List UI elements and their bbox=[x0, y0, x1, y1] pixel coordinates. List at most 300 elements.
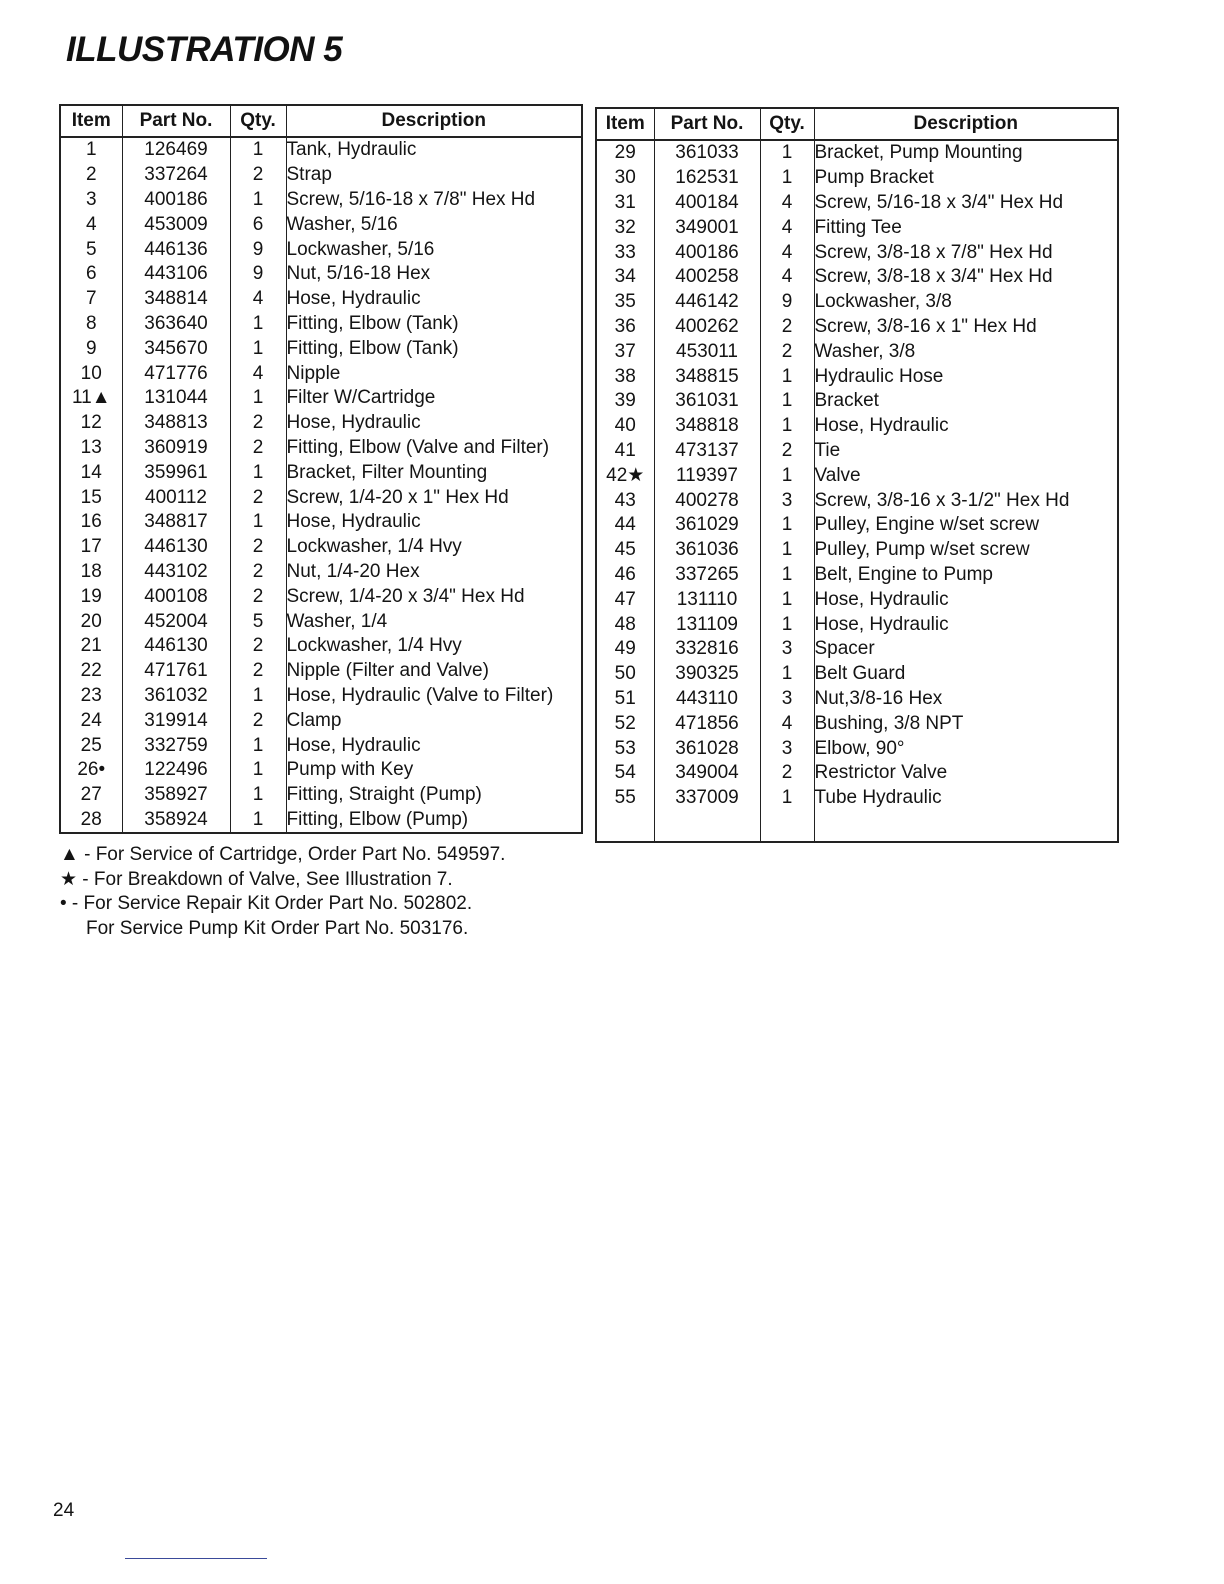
part-number-cell: 453009 bbox=[122, 212, 230, 237]
part-number-cell: 345670 bbox=[122, 336, 230, 361]
item-cell: 41 bbox=[614, 439, 636, 461]
table-row bbox=[596, 488, 1118, 513]
description-cell: Tie bbox=[814, 439, 1118, 464]
qty-cell: 1 bbox=[230, 783, 286, 808]
description-cell: Bracket, Pump Mounting bbox=[814, 140, 1118, 166]
table-header-row bbox=[60, 105, 582, 137]
description-cell: Hose, Hydraulic bbox=[286, 287, 582, 312]
table-row bbox=[596, 637, 1118, 662]
item-cell: 4 bbox=[85, 213, 97, 235]
item-cell: 25 bbox=[80, 734, 102, 756]
legend-note-repair-kit: • - For Service Repair Kit Order Part No. 502802. bbox=[60, 893, 473, 914]
table-row bbox=[596, 736, 1118, 761]
description-cell: Screw, 1/4-20 x 1" Hex Hd bbox=[286, 485, 582, 510]
item-cell: 30 bbox=[614, 167, 636, 189]
table-row bbox=[596, 414, 1118, 439]
part-number-cell: 361028 bbox=[654, 736, 760, 761]
legend-note-cartridge: ▲ - For Service of Cartridge, Order Part No. 549597. bbox=[60, 844, 506, 865]
part-number-cell: 390325 bbox=[654, 662, 760, 687]
item-cell: 14 bbox=[80, 461, 102, 483]
part-number-cell: 400184 bbox=[654, 191, 760, 216]
part-number-cell: 337264 bbox=[122, 163, 230, 188]
description-cell: Tube Hydraulic bbox=[814, 786, 1118, 811]
description-cell: Nut, 1/4-20 Hex bbox=[286, 560, 582, 585]
table-row bbox=[596, 339, 1118, 364]
item-cell: 51 bbox=[614, 687, 636, 709]
part-number-cell: 348818 bbox=[654, 414, 760, 439]
part-number-cell: 348817 bbox=[122, 510, 230, 535]
item-cell: 36 bbox=[614, 315, 636, 337]
description-cell: Screw, 5/16-18 x 7/8" Hex Hd bbox=[286, 188, 582, 213]
item-cell: 22 bbox=[80, 660, 102, 682]
qty-cell: 4 bbox=[230, 361, 286, 386]
part-number-cell: 361032 bbox=[122, 684, 230, 709]
part-number-cell: 361036 bbox=[654, 538, 760, 563]
part-number-cell: 446136 bbox=[122, 237, 230, 262]
description-cell: Lockwasher, 3/8 bbox=[814, 290, 1118, 315]
qty-cell: 4 bbox=[760, 265, 814, 290]
qty-cell: 1 bbox=[230, 684, 286, 709]
table-row bbox=[60, 485, 582, 510]
qty-cell: 2 bbox=[230, 560, 286, 585]
legend-note-valve: ★ - For Breakdown of Valve, See Illustration 7. bbox=[60, 868, 453, 890]
item-cell: 8 bbox=[85, 312, 97, 334]
part-number-cell: 348814 bbox=[122, 287, 230, 312]
table-row bbox=[60, 584, 582, 609]
part-number-cell: 360919 bbox=[122, 436, 230, 461]
qty-cell: 1 bbox=[760, 612, 814, 637]
header-qty: Qty. bbox=[230, 105, 286, 137]
table-row bbox=[596, 538, 1118, 563]
description-cell: Fitting, Elbow (Pump) bbox=[286, 808, 582, 834]
item-cell: 48 bbox=[614, 613, 636, 635]
qty-cell: 2 bbox=[230, 584, 286, 609]
table-row bbox=[596, 315, 1118, 340]
qty-cell: 1 bbox=[230, 758, 286, 783]
part-number-cell: 443110 bbox=[654, 687, 760, 712]
header-part-no: Part No. bbox=[122, 105, 230, 137]
qty-cell: 1 bbox=[230, 510, 286, 535]
item-cell: 20 bbox=[80, 610, 102, 632]
table-row bbox=[60, 708, 582, 733]
table-row bbox=[596, 439, 1118, 464]
table-row bbox=[596, 513, 1118, 538]
item-cell: 54 bbox=[614, 762, 636, 784]
part-number-cell: 473137 bbox=[654, 439, 760, 464]
description-cell: Valve bbox=[814, 463, 1118, 488]
parts-table-left bbox=[59, 104, 583, 834]
qty-cell: 1 bbox=[230, 460, 286, 485]
parts-table-right bbox=[595, 107, 1119, 843]
part-number-cell: 337009 bbox=[654, 786, 760, 811]
description-cell: Belt, Engine to Pump bbox=[814, 563, 1118, 588]
qty-cell: 3 bbox=[760, 637, 814, 662]
part-number-cell: 131109 bbox=[654, 612, 760, 637]
part-number-cell: 332816 bbox=[654, 637, 760, 662]
description-cell: Fitting, Straight (Pump) bbox=[286, 783, 582, 808]
part-number-cell: 400108 bbox=[122, 584, 230, 609]
description-cell: Clamp bbox=[286, 708, 582, 733]
table-row bbox=[60, 560, 582, 585]
part-number-cell: 400186 bbox=[654, 240, 760, 265]
table-row bbox=[60, 510, 582, 535]
description-cell: Fitting, Elbow (Tank) bbox=[286, 336, 582, 361]
part-number-cell: 319914 bbox=[122, 708, 230, 733]
qty-cell: 1 bbox=[760, 786, 814, 811]
part-number-cell: 361033 bbox=[654, 140, 760, 166]
header-item: Item bbox=[60, 105, 122, 137]
part-number-cell: 162531 bbox=[654, 166, 760, 191]
header-part-no: Part No. bbox=[654, 108, 760, 140]
table-row bbox=[596, 389, 1118, 414]
description-cell: Screw, 3/8-16 x 1" Hex Hd bbox=[814, 315, 1118, 340]
part-number-cell: 119397 bbox=[654, 463, 760, 488]
part-number-cell: 400258 bbox=[654, 265, 760, 290]
description-cell: Hose, Hydraulic bbox=[814, 612, 1118, 637]
part-number-cell: 471776 bbox=[122, 361, 230, 386]
empty-cell bbox=[654, 811, 760, 842]
item-cell: 37 bbox=[614, 340, 636, 362]
part-number-cell: 348815 bbox=[654, 364, 760, 389]
item-cell: 55 bbox=[614, 787, 636, 809]
description-cell: Fitting, Elbow (Valve and Filter) bbox=[286, 436, 582, 461]
table-row bbox=[596, 786, 1118, 811]
item-cell: 28 bbox=[80, 808, 102, 830]
item-cell: 18 bbox=[80, 560, 102, 582]
part-number-cell: 332759 bbox=[122, 733, 230, 758]
table-row bbox=[596, 563, 1118, 588]
description-cell: Screw, 3/8-18 x 7/8" Hex Hd bbox=[814, 240, 1118, 265]
qty-cell: 9 bbox=[230, 262, 286, 287]
qty-cell: 9 bbox=[230, 237, 286, 262]
part-number-cell: 471761 bbox=[122, 659, 230, 684]
part-number-cell: 349004 bbox=[654, 761, 760, 786]
table-row bbox=[596, 290, 1118, 315]
description-cell: Hydraulic Hose bbox=[814, 364, 1118, 389]
qty-cell: 4 bbox=[760, 711, 814, 736]
item-cell: 13 bbox=[80, 436, 102, 458]
qty-cell: 1 bbox=[230, 137, 286, 163]
table-row bbox=[60, 436, 582, 461]
description-cell: Hose, Hydraulic bbox=[286, 411, 582, 436]
part-number-cell: 452004 bbox=[122, 609, 230, 634]
legend-notes bbox=[60, 843, 505, 941]
table-row bbox=[60, 783, 582, 808]
item-cell: 33 bbox=[614, 241, 636, 263]
qty-cell: 2 bbox=[760, 761, 814, 786]
qty-cell: 1 bbox=[760, 587, 814, 612]
description-cell: Strap bbox=[286, 163, 582, 188]
description-cell: Lockwasher, 5/16 bbox=[286, 237, 582, 262]
item-cell: 46 bbox=[614, 563, 636, 585]
description-cell: Fitting Tee bbox=[814, 215, 1118, 240]
description-cell: Hose, Hydraulic bbox=[286, 733, 582, 758]
item-cell: 17 bbox=[80, 536, 102, 558]
table-row bbox=[596, 687, 1118, 712]
description-cell: Washer, 5/16 bbox=[286, 212, 582, 237]
table-header-row bbox=[596, 108, 1118, 140]
part-number-cell: 471856 bbox=[654, 711, 760, 736]
table-row bbox=[60, 188, 582, 213]
table-row bbox=[60, 262, 582, 287]
description-cell: Nut,3/8-16 Hex bbox=[814, 687, 1118, 712]
item-cell: 10 bbox=[80, 362, 102, 384]
part-number-cell: 400262 bbox=[654, 315, 760, 340]
table-row bbox=[60, 163, 582, 188]
item-cell: 40 bbox=[614, 415, 636, 437]
part-number-cell: 453011 bbox=[654, 339, 760, 364]
header-description: Description bbox=[814, 108, 1118, 140]
item-cell: 29 bbox=[614, 142, 636, 164]
qty-cell: 1 bbox=[230, 312, 286, 337]
table-row bbox=[596, 240, 1118, 265]
item-cell: 19 bbox=[80, 585, 102, 607]
description-cell: Hose, Hydraulic bbox=[814, 414, 1118, 439]
qty-cell: 2 bbox=[230, 708, 286, 733]
item-cell: 9 bbox=[85, 337, 97, 359]
item-cell: 2 bbox=[85, 164, 97, 186]
part-number-cell: 400278 bbox=[654, 488, 760, 513]
qty-cell: 1 bbox=[760, 389, 814, 414]
description-cell: Bracket, Filter Mounting bbox=[286, 460, 582, 485]
part-number-cell: 443106 bbox=[122, 262, 230, 287]
item-cell: 31 bbox=[614, 191, 636, 213]
empty-cell bbox=[814, 811, 1118, 842]
table-row bbox=[596, 364, 1118, 389]
table-row bbox=[596, 215, 1118, 240]
item-cell: 34 bbox=[614, 266, 636, 288]
part-number-cell: 446142 bbox=[654, 290, 760, 315]
description-cell: Hose, Hydraulic (Valve to Filter) bbox=[286, 684, 582, 709]
qty-cell: 1 bbox=[230, 188, 286, 213]
part-number-cell: 361031 bbox=[654, 389, 760, 414]
table-row bbox=[596, 265, 1118, 290]
item-cell: 44 bbox=[614, 514, 636, 536]
qty-cell: 2 bbox=[760, 315, 814, 340]
description-cell: Screw, 3/8-16 x 3-1/2" Hex Hd bbox=[814, 488, 1118, 513]
item-cell: 47 bbox=[614, 588, 636, 610]
qty-cell: 2 bbox=[230, 659, 286, 684]
item-cell: 27 bbox=[80, 784, 102, 806]
header-item: Item bbox=[596, 108, 654, 140]
part-number-cell: 400186 bbox=[122, 188, 230, 213]
empty-cell bbox=[596, 811, 654, 842]
description-cell: Filter W/Cartridge bbox=[286, 386, 582, 411]
part-number-cell: 126469 bbox=[122, 137, 230, 163]
qty-cell: 1 bbox=[760, 463, 814, 488]
description-cell: Nipple bbox=[286, 361, 582, 386]
item-cell: 5 bbox=[85, 238, 97, 260]
item-cell: 39 bbox=[614, 390, 636, 412]
header-qty: Qty. bbox=[760, 108, 814, 140]
description-cell: Hose, Hydraulic bbox=[814, 587, 1118, 612]
table-row bbox=[60, 386, 582, 411]
part-number-cell: 348813 bbox=[122, 411, 230, 436]
qty-cell: 1 bbox=[760, 538, 814, 563]
table-row bbox=[596, 612, 1118, 637]
description-cell: Bracket bbox=[814, 389, 1118, 414]
description-cell: Lockwasher, 1/4 Hvy bbox=[286, 535, 582, 560]
part-number-cell: 358927 bbox=[122, 783, 230, 808]
table-row bbox=[60, 312, 582, 337]
qty-cell: 3 bbox=[760, 488, 814, 513]
description-cell: Belt Guard bbox=[814, 662, 1118, 687]
part-number-cell: 361029 bbox=[654, 513, 760, 538]
part-number-cell: 446130 bbox=[122, 535, 230, 560]
table-row bbox=[60, 808, 582, 834]
qty-cell: 2 bbox=[230, 485, 286, 510]
table-row bbox=[596, 463, 1118, 488]
empty-cell bbox=[760, 811, 814, 842]
item-cell: 16 bbox=[80, 511, 102, 533]
description-cell: Nut, 5/16-18 Hex bbox=[286, 262, 582, 287]
description-cell: Washer, 3/8 bbox=[814, 339, 1118, 364]
part-number-cell: 131110 bbox=[654, 587, 760, 612]
qty-cell: 1 bbox=[760, 414, 814, 439]
part-number-cell: 358924 bbox=[122, 808, 230, 834]
page-number: 24 bbox=[53, 1500, 75, 1521]
qty-cell: 1 bbox=[230, 386, 286, 411]
footer-rule bbox=[125, 1558, 267, 1559]
item-cell: 53 bbox=[614, 737, 636, 759]
description-cell: Screw, 3/8-18 x 3/4" Hex Hd bbox=[814, 265, 1118, 290]
qty-cell: 5 bbox=[230, 609, 286, 634]
part-number-cell: 349001 bbox=[654, 215, 760, 240]
table-row bbox=[60, 411, 582, 436]
description-cell: Spacer bbox=[814, 637, 1118, 662]
qty-cell: 1 bbox=[760, 166, 814, 191]
description-cell: Bushing, 3/8 NPT bbox=[814, 711, 1118, 736]
table-row bbox=[60, 237, 582, 262]
description-cell: Pulley, Pump w/set screw bbox=[814, 538, 1118, 563]
item-cell: 43 bbox=[614, 489, 636, 511]
description-cell: Restrictor Valve bbox=[814, 761, 1118, 786]
qty-cell: 2 bbox=[230, 535, 286, 560]
table-row bbox=[60, 684, 582, 709]
description-cell: Pump Bracket bbox=[814, 166, 1118, 191]
qty-cell: 1 bbox=[760, 364, 814, 389]
qty-cell: 2 bbox=[760, 439, 814, 464]
table-row bbox=[596, 662, 1118, 687]
item-cell: 50 bbox=[614, 663, 636, 685]
item-cell: 45 bbox=[614, 539, 636, 561]
item-cell: 42★ bbox=[606, 464, 645, 486]
item-cell: 3 bbox=[85, 188, 97, 210]
qty-cell: 1 bbox=[760, 563, 814, 588]
table-row bbox=[60, 460, 582, 485]
description-cell: Fitting, Elbow (Tank) bbox=[286, 312, 582, 337]
part-number-cell: 363640 bbox=[122, 312, 230, 337]
item-cell: 49 bbox=[614, 638, 636, 660]
item-cell: 1 bbox=[85, 139, 97, 161]
item-cell: 52 bbox=[614, 712, 636, 734]
description-cell: Hose, Hydraulic bbox=[286, 510, 582, 535]
item-cell: 7 bbox=[85, 288, 97, 310]
qty-cell: 2 bbox=[760, 339, 814, 364]
part-number-cell: 446130 bbox=[122, 634, 230, 659]
description-cell: Pulley, Engine w/set screw bbox=[814, 513, 1118, 538]
table-row bbox=[60, 287, 582, 312]
description-cell: Screw, 5/16-18 x 3/4" Hex Hd bbox=[814, 191, 1118, 216]
qty-cell: 1 bbox=[760, 662, 814, 687]
qty-cell: 1 bbox=[230, 808, 286, 834]
item-cell: 12 bbox=[80, 412, 102, 434]
description-cell: Lockwasher, 1/4 Hvy bbox=[286, 634, 582, 659]
item-cell: 38 bbox=[614, 365, 636, 387]
qty-cell: 3 bbox=[760, 736, 814, 761]
header-description: Description bbox=[286, 105, 582, 137]
table-row bbox=[60, 137, 582, 163]
item-cell: 15 bbox=[80, 486, 102, 508]
table-row bbox=[60, 609, 582, 634]
qty-cell: 6 bbox=[230, 212, 286, 237]
qty-cell: 4 bbox=[760, 191, 814, 216]
parts-table-right-body bbox=[596, 140, 1118, 842]
table-row bbox=[596, 711, 1118, 736]
qty-cell: 2 bbox=[230, 163, 286, 188]
item-cell: 32 bbox=[614, 216, 636, 238]
table-row bbox=[596, 140, 1118, 166]
qty-cell: 4 bbox=[230, 287, 286, 312]
qty-cell: 2 bbox=[230, 411, 286, 436]
description-cell: Elbow, 90° bbox=[814, 736, 1118, 761]
table-row bbox=[60, 361, 582, 386]
table-row bbox=[60, 659, 582, 684]
table-filler-row bbox=[596, 811, 1118, 842]
table-row bbox=[60, 535, 582, 560]
item-cell: 6 bbox=[85, 263, 97, 285]
table-row bbox=[60, 733, 582, 758]
part-number-cell: 443102 bbox=[122, 560, 230, 585]
part-number-cell: 131044 bbox=[122, 386, 230, 411]
page-title: ILLUSTRATION 5 bbox=[66, 30, 343, 69]
table-row bbox=[60, 634, 582, 659]
table-row bbox=[60, 212, 582, 237]
table-row bbox=[596, 166, 1118, 191]
table-row bbox=[60, 336, 582, 361]
item-cell: 23 bbox=[80, 684, 102, 706]
qty-cell: 1 bbox=[760, 140, 814, 166]
qty-cell: 2 bbox=[230, 634, 286, 659]
legend-note-pump-kit: For Service Pump Kit Order Part No. 503176. bbox=[86, 917, 469, 939]
item-cell: 24 bbox=[80, 709, 102, 731]
table-row bbox=[596, 761, 1118, 786]
description-cell: Pump with Key bbox=[286, 758, 582, 783]
qty-cell: 1 bbox=[230, 336, 286, 361]
part-number-cell: 122496 bbox=[122, 758, 230, 783]
qty-cell: 3 bbox=[760, 687, 814, 712]
description-cell: Nipple (Filter and Valve) bbox=[286, 659, 582, 684]
parts-table-left-body bbox=[60, 137, 582, 833]
description-cell: Tank, Hydraulic bbox=[286, 137, 582, 163]
qty-cell: 9 bbox=[760, 290, 814, 315]
item-cell: 21 bbox=[80, 635, 102, 657]
qty-cell: 1 bbox=[760, 513, 814, 538]
item-cell: 35 bbox=[614, 291, 636, 313]
qty-cell: 4 bbox=[760, 215, 814, 240]
table-row bbox=[596, 191, 1118, 216]
item-cell: 26• bbox=[77, 759, 106, 781]
part-number-cell: 359961 bbox=[122, 460, 230, 485]
item-cell: 11▲ bbox=[71, 387, 111, 409]
qty-cell: 2 bbox=[230, 436, 286, 461]
part-number-cell: 337265 bbox=[654, 563, 760, 588]
description-cell: Screw, 1/4-20 x 3/4" Hex Hd bbox=[286, 584, 582, 609]
qty-cell: 1 bbox=[230, 733, 286, 758]
table-row bbox=[596, 587, 1118, 612]
qty-cell: 4 bbox=[760, 240, 814, 265]
table-row bbox=[60, 758, 582, 783]
